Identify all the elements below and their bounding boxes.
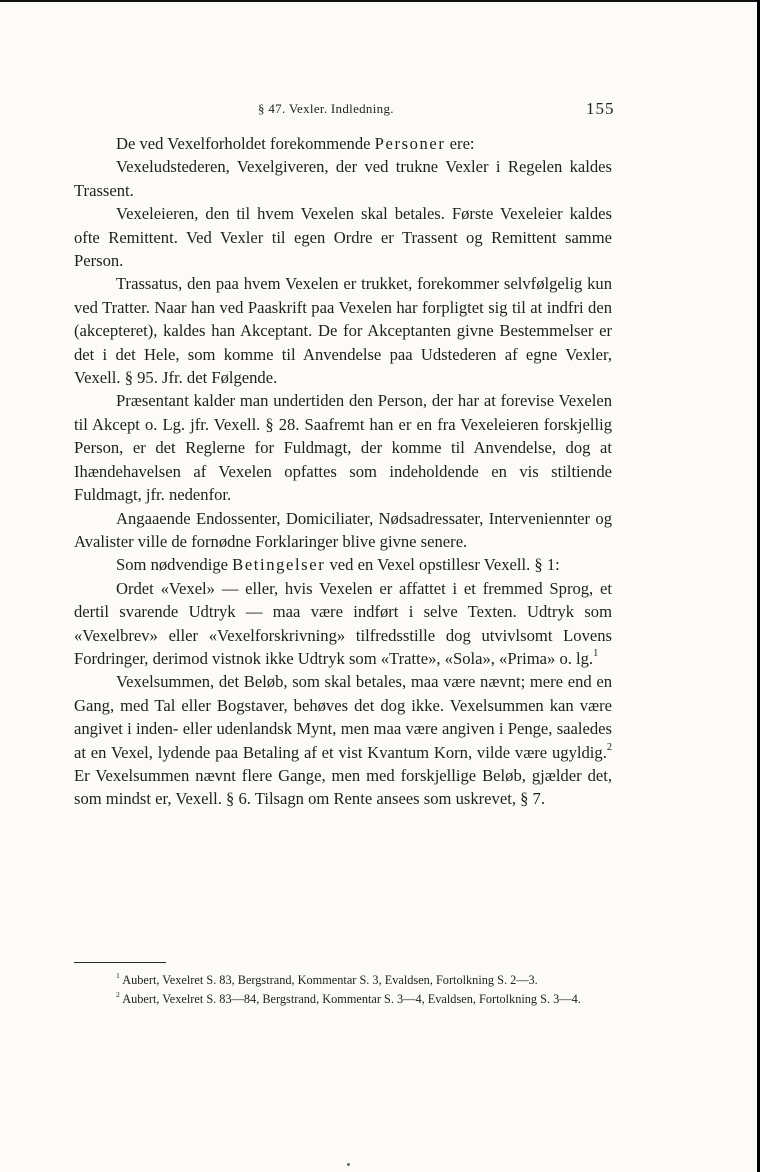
footnote-1 (74, 971, 612, 990)
paragraph-text: Ordet «Vexel» — eller, hvis Vexelen er affattet i et fremmed Sprog, et dertil svarende Udtryk — maa være indført i selve Texten. Udtryk som «Vexelbrev» eller «Vexelforskrivning» tilfredsstille dog utvivlsomt Lovens Fordringer, derimod vistnok ikke Udtryk som «Tratte», «Sola», «Prima» o. lg. (74, 578, 612, 668)
paragraph-text: De ved Vexelforholdet forekommende (116, 134, 375, 153)
paragraph-vexelsummen (74, 670, 612, 810)
paragraph-endossenter: Angaaende Endossenter, Domiciliater, Nødsadressater, Interveniennter og Avalister ville de fornødne Forklaringer blive givne senere. (74, 508, 612, 551)
footnote-text: Aubert, Vexelret S. 83, Bergstrand, Kommentar S. 3, Evaldsen, Fortolkning S. 2—3. (119, 973, 538, 987)
paragraph-vexeleieren: Vexeleieren, den til hvem Vexelen skal betales. Første Vexeleier kaldes ofte Remittent. Ved Vexler til egen Ordre er Trassent og Remittent samme Person. (74, 204, 612, 271)
footnote-ref-2: 2 (606, 741, 612, 753)
paragraph-betingelser (74, 553, 612, 576)
scan-speck (347, 1163, 350, 1166)
footnote-ref-1: 1 (593, 647, 599, 659)
emphasis-persons: Personer (374, 134, 446, 153)
paragraph-text: Som nødvendige (116, 555, 233, 575)
page-header (0, 99, 760, 123)
paragraph-praesentant: Præsentant kalder man undertiden den Person, der har at forevise Vexelen til Akcept o. Lg. jfr. Vexell. § 28. Saafremt han er en fra Vexeleieren forskjellig Person, er det Reglerne for Fuldmagt, der komme til Anvendelse, dog at Ihændehavelsen af Vexelen opfattes som indeholdende en vis stiltiende Fuldmagt, jfr. nedenfor. (74, 391, 612, 505)
paragraph-text: Vexelsummen, det Beløb, som skal betales, maa være nævnt; mere end en Gang, med Tal eller Bogstaver, behøves det dog ikke. Vexelsummen kan være angivet i inden- eller udenlandsk Mynt, men maa være angiven i Penge, saaledes at en Vexel, lydende paa Betaling af et vist Kvantum Korn, vilde være ugyldig. (74, 672, 612, 762)
footnote-2 (74, 990, 612, 1009)
footnote-text: Aubert, Vexelret S. 83—84, Bergstrand, Kommentar S. 3—4, Evaldsen, Fortolkning S. 3—4. (119, 992, 581, 1006)
paragraph-ordet-vexel (74, 577, 612, 671)
paragraph-trassatus: Trassatus, den paa hvem Vexelen er trukket, forekommer selvfølgelig kun ved Tratter. Naar han ved Paaskrift paa Vexelen har forpligtet sig til at indfri den (akcepteret), kaldes han Akceptant. De for Akceptanten givne Bestemmelser er det i det Hele, som komme til Anvendelse paa Udstederen af egne Vexler, Vexell. § 95. Jfr. det Følgende. (74, 274, 612, 388)
page-number: 155 (586, 99, 615, 118)
paragraph-text: Er Vexelsummen nævnt flere Gange, men med forskjellige Beløb, gjælder det, som mindst er, Vexell. § 6. Tilsagn om Rente ansees som uskrevet, § 7. (74, 765, 612, 809)
footnote-mark: 2 (116, 989, 120, 999)
paragraph-text: ved en Vexel opstillesr Vexell. § 1: (325, 555, 560, 575)
running-head: § 47. Vexler. Indledning. (258, 101, 394, 116)
paragraph-persons (74, 132, 612, 155)
scan-top-edge (0, 0, 760, 2)
paragraph-text: ere: (445, 134, 475, 153)
emphasis-betingelser: Betingelser (232, 555, 326, 575)
paragraph-vexeludstederen: Vexeludstederen, Vexelgiveren, der ved trukne Vexler i Regelen kaldes Trassent. (74, 157, 612, 200)
footnote-mark: 1 (116, 970, 120, 980)
body-text (74, 132, 612, 811)
footnotes (74, 971, 612, 1009)
footnote-rule (74, 962, 166, 963)
